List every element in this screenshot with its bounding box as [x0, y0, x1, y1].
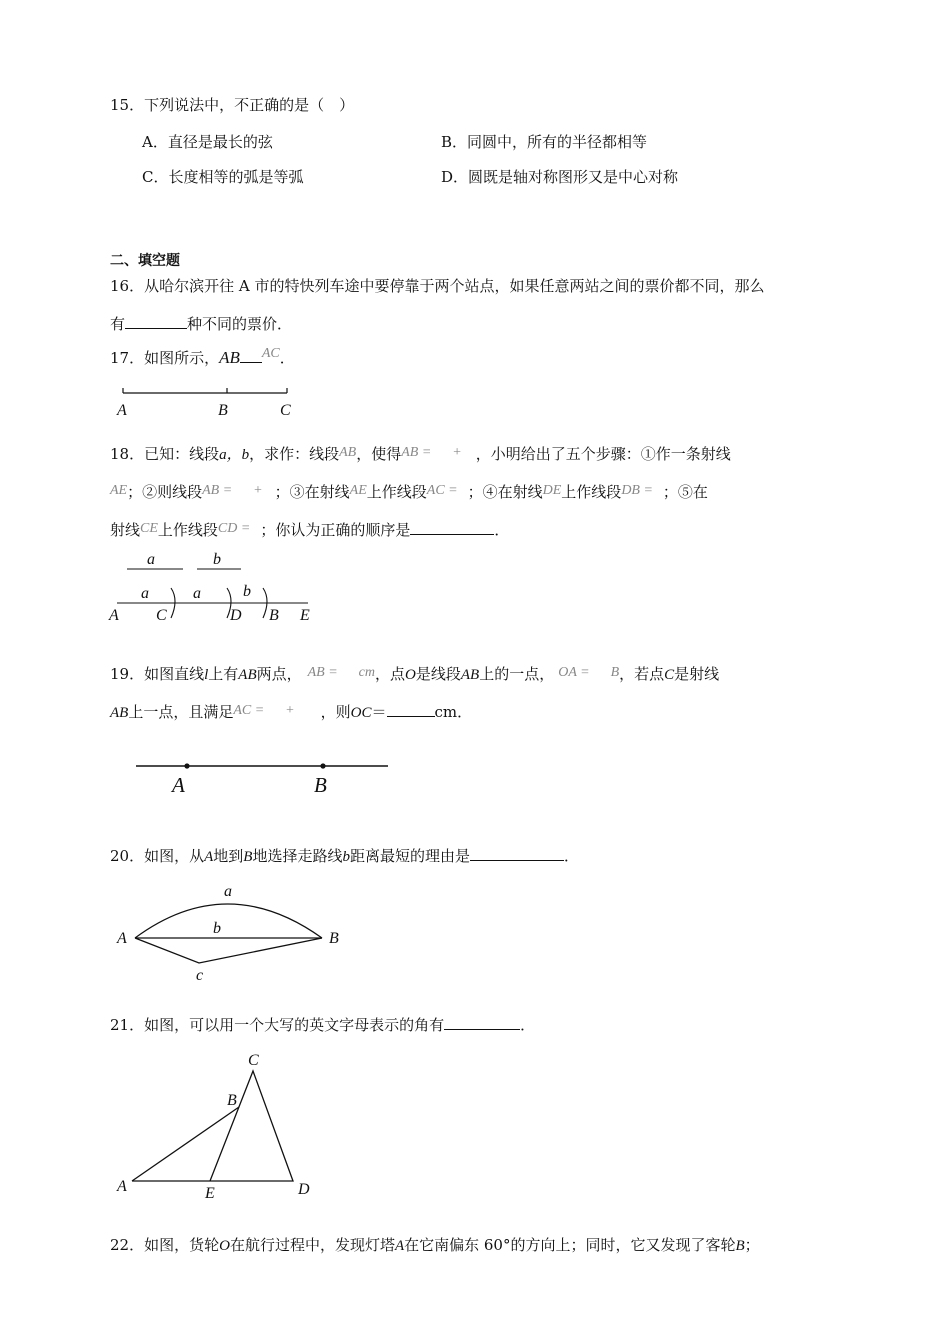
q17-figure — [110, 382, 310, 422]
q19-line1 — [110, 663, 719, 684]
q18-line3 — [110, 519, 509, 540]
q18-fig-b-top: b — [213, 551, 221, 568]
q18-l2-AE2: AE — [349, 483, 367, 498]
q18-l1-b: ，求作：线段 — [249, 445, 340, 463]
q18-fig-b: b — [243, 583, 251, 600]
q19-l2-eq: AC = + — [233, 703, 295, 718]
q19-l2-c: ＝ — [371, 703, 387, 721]
q18-fig-C: C — [156, 607, 167, 624]
q20-fig-B: B — [329, 930, 339, 947]
q17-label-c: C — [280, 402, 291, 419]
q19-l1-eq2: OA = B — [558, 665, 620, 680]
q18-l2-eq3: DB = — [621, 483, 653, 498]
q20-stem — [110, 845, 579, 866]
q19-l1-c: 两点， — [256, 665, 302, 683]
q15-stem: 15．下列说法中，不正确的是（ ） — [110, 96, 355, 114]
q16-line2-post: 种不同的票价． — [187, 315, 293, 333]
q20-pre: 20．如图，从 — [110, 847, 205, 865]
q17-answer-blank[interactable] — [240, 348, 262, 363]
q18-l1-c: ，使得 — [356, 445, 402, 463]
q18-fig-A: A — [109, 607, 119, 624]
q22-stem — [110, 1234, 760, 1255]
q17-pre: 17．如图所示， — [110, 349, 220, 367]
q20-m3: 距离最短的理由是 — [349, 847, 470, 865]
q18-fig-a1: a — [141, 585, 149, 602]
q18-fig-a2: a — [193, 585, 201, 602]
q15-option-b: B．同圆中，所有的半径都相等 — [441, 133, 648, 151]
q19-answer-blank[interactable] — [387, 702, 435, 717]
q18-l3-b: 上作线段 — [157, 521, 218, 539]
q19-l2-AB: AB — [110, 705, 129, 721]
q16-line1: 16．从哈尔滨开往 A 市的特快列车途中要停靠于两个站点，如果任意两站之间的票价都不同，那么 — [110, 277, 765, 295]
q18-l1-eq: AB = + — [401, 445, 462, 460]
q20-b: b — [342, 849, 350, 865]
q18-l3-d: ． — [494, 521, 510, 539]
q19-line2 — [110, 701, 472, 722]
q19-l1-O: O — [405, 667, 416, 683]
q17-label-b: B — [218, 402, 228, 419]
q22-B: B — [735, 1238, 745, 1254]
q17-post: ． — [279, 349, 295, 367]
q21-stem — [110, 1014, 535, 1035]
q18-l1-d: ，小明给出了五个步骤：①作一条射线 — [475, 445, 731, 463]
q21-fig-A: A — [117, 1178, 127, 1195]
q21-answer-blank[interactable] — [444, 1015, 520, 1030]
q18-l2-f: ；⑤在 — [662, 483, 708, 501]
q20-m2: 地选择走路线 — [252, 847, 343, 865]
q21-fig-E: E — [205, 1185, 215, 1202]
q16-line2 — [110, 313, 292, 334]
q21-fig-C: C — [248, 1052, 259, 1069]
q19-l1-AB: AB — [238, 667, 257, 683]
q18-l1-a: 18．已知：线段 — [110, 445, 220, 463]
q20-B: B — [243, 849, 253, 865]
q20-fig-c: c — [196, 967, 204, 984]
q19-l1-a: 19．如图直线 — [110, 665, 205, 683]
q17-ab: AB — [219, 348, 240, 367]
q20-fig-a: a — [224, 883, 232, 900]
q20-answer-blank[interactable] — [470, 846, 564, 861]
q18-l3-eq: CD = — [217, 521, 251, 536]
q19-l2-OC: OC — [350, 705, 372, 721]
q15-option-a: A．直径是最长的弦 — [142, 133, 273, 151]
q18-l2-a: ；②则线段 — [127, 483, 203, 501]
q19-figure — [130, 752, 395, 800]
q18-l1-AB: AB — [339, 445, 357, 460]
q19-l1-b: 上有 — [208, 665, 239, 683]
q18-l2-e: 上作线段 — [561, 483, 622, 501]
q19-l1-AB2: AB — [460, 667, 480, 683]
q18-l3-c: ；你认为正确的顺序是 — [260, 521, 411, 539]
q19-l2-b: ，则 — [320, 703, 351, 721]
q18-answer-blank[interactable] — [410, 520, 494, 535]
q18-l2-eq: AB = + — [202, 483, 263, 498]
q18-l3-a: 射线 — [110, 521, 141, 539]
q20-fig-b: b — [213, 920, 221, 937]
q22-c: 在它南偏东 60°的方向上；同时，它又发现了客轮 — [404, 1236, 736, 1254]
q19-fig-A: A — [172, 773, 185, 797]
q18-l2-eq2: AC = — [426, 483, 458, 498]
q18-fig-B: B — [269, 607, 279, 624]
q18-fig-E: E — [300, 607, 310, 624]
q19-l1-d: ，点 — [375, 665, 406, 683]
q19-l1-e: 是线段 — [415, 665, 461, 683]
q16-answer-blank[interactable] — [125, 314, 187, 329]
q18-l2-d: ；④在射线 — [467, 483, 543, 501]
q22-O: O — [219, 1238, 230, 1254]
q18-line1 — [110, 443, 731, 464]
q20-fig-A: A — [117, 930, 127, 947]
q17-ac: AC — [261, 346, 280, 361]
q21-figure — [110, 1045, 330, 1205]
q19-l1-l: l — [204, 667, 209, 683]
q19-l1-g: ，若点 — [619, 665, 665, 683]
q19-l2-d: cm． — [434, 703, 473, 721]
q18-line2 — [110, 481, 708, 502]
q17-label-a: A — [117, 402, 127, 419]
q18-l1-ab: a，b — [219, 447, 250, 463]
q18-l2-DE: DE — [542, 483, 562, 498]
q15-option-d: D．圆既是轴对称图形又是中心对称 — [441, 168, 679, 186]
q21-fig-B: B — [227, 1092, 237, 1109]
q22-a: 22．如图，货轮 — [110, 1236, 220, 1254]
q18-figure — [105, 545, 335, 625]
q18-fig-a-top: a — [147, 551, 155, 568]
q19-l1-C: C — [664, 667, 675, 683]
q21-pre: 21．如图，可以用一个大写的英文字母表示的角有 — [110, 1016, 445, 1034]
q22-A: A — [394, 1238, 405, 1254]
q20-m1: 地到 — [213, 847, 244, 865]
q21-post: ． — [520, 1016, 536, 1034]
q21-fig-D: D — [298, 1181, 310, 1198]
q19-l1-eq: AB = cm — [307, 665, 375, 680]
q18-fig-D: D — [230, 607, 242, 624]
q16-line2-pre: 有 — [110, 315, 126, 333]
q20-post: ． — [563, 847, 579, 865]
q19-l1-f: 上的一点， — [479, 665, 555, 683]
q20-figure — [112, 880, 352, 985]
q22-b: 在航行过程中，发现灯塔 — [229, 1236, 395, 1254]
q18-l2-b: ；③在射线 — [274, 483, 350, 501]
q17-stem — [110, 347, 295, 368]
section-heading: 二、填空题 — [110, 253, 180, 269]
q19-l2-a: 上一点，且满足 — [128, 703, 234, 721]
q18-l2-AE: AE — [110, 483, 128, 498]
q19-l1-h: 是射线 — [674, 665, 720, 683]
q22-d: ； — [744, 1236, 760, 1254]
q18-l2-c: 上作线段 — [366, 483, 427, 501]
q20-A: A — [204, 849, 214, 865]
q15-option-c: C．长度相等的弧是等弧 — [142, 168, 304, 186]
q19-fig-B: B — [314, 773, 327, 797]
q18-l3-CE: CE — [140, 521, 158, 536]
